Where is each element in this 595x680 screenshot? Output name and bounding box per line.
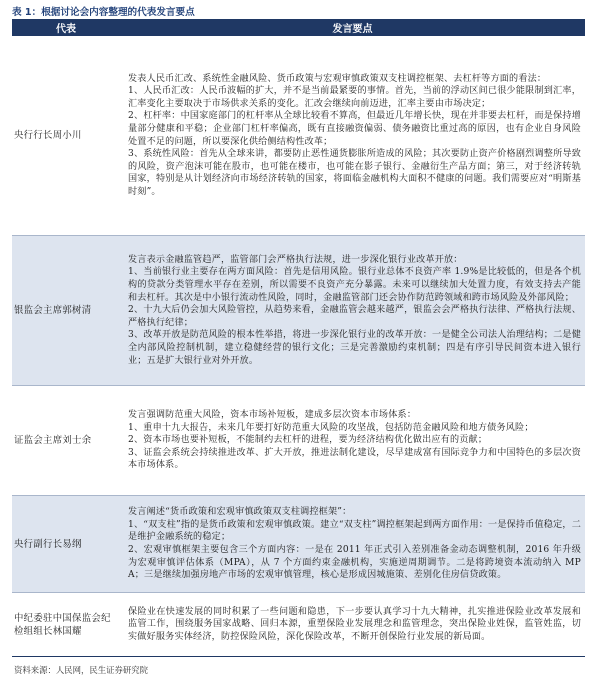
paragraph: 2、资本市场也要补短板，不能制约去杠杆的进程，要为经济结构优化做出应有的贡献； bbox=[128, 435, 488, 446]
source-note: 资料来源：人民网，民生证券研究院 bbox=[14, 665, 148, 675]
points-cell bbox=[120, 593, 585, 657]
paragraph: 1、人民币汇改：人民币波幅的扩大，并不是当前最紧要的事情。首先，当前的浮动区间已很少能限制到汇率，汇率变化主要取决于市场供求关系的变化。汇改会继续向前迈进，汇率主要由市场决定； bbox=[128, 86, 581, 109]
table-row bbox=[12, 386, 585, 496]
paragraph: 1、“双支柱”指的是货币政策和宏观审慎政策。建立“双支柱”调控框架起到两方面作用：一是保持币值稳定，二是维护金融系统的稳定； bbox=[128, 519, 581, 543]
paragraph: 发言阐述“货币政策和宏观审慎政策双支柱调控框架”： bbox=[128, 507, 352, 518]
paragraph: 3、改革开放是防范风险的根本性举措，将进一步深化银行业的改革开放：一是健全公司法人治理结构；二是健全内部风险控制机制，建立稳健经营的银行文化；三是完善激励约束机制；四是有序引导民间资本进入银行业；五是扩大银行业对外开放。 bbox=[128, 330, 581, 366]
paragraph: 3、证监会系统会持续推进改革、扩大开放，推进法制化建设，尽早建成富有国际竞争力和中国特色的多层次资本市场体系。 bbox=[128, 447, 581, 471]
representative-cell: 银监会主席郭树清 bbox=[12, 236, 120, 386]
paragraph: 1、当前银行业主要存在两方面风险：首先是信用风险。银行业总体不良资产率 1.9%是比较低的，但是各个机构的贷款分类管理水平存在差别，所以需要不良资产充分暴露。未来可以继续加大处置力度，有效支持去产能和去杠杆。其次是中小银行流动性风险，同时，金融监管部门还会协作防范跨领域和跨市场风险及外部风险； bbox=[128, 267, 581, 303]
header-representative: 代表 bbox=[12, 19, 120, 36]
paragraph: 发表人民币汇改、系统性金融风险、货币政策与宏观审慎政策双支柱调控框架、去杠杆等方面的看法： bbox=[128, 73, 547, 84]
paragraph: 3、系统性风险：首先从全球来讲，都要防止恶性通货膨胀所造成的风险；其次要防止资产价格剧烈调整所导致的风险，资产泡沫可能在股市，也可能在楼市，也可能在影子银行、金融衍生产品方面；第三，对于经济转轨国家，特别是从计划经济向市场经济转轨的国家，将面临金融机构大面积不健康的问题。我们需要应对“明斯基时刻”。 bbox=[128, 149, 581, 197]
table-row bbox=[12, 236, 585, 386]
header-points: 发言要点 bbox=[120, 19, 585, 36]
speech-points-table bbox=[12, 19, 585, 657]
points-cell bbox=[120, 236, 585, 386]
representative-cell: 中纪委驻中国保监会纪检组组长林国耀 bbox=[12, 593, 120, 657]
table-header-row bbox=[12, 19, 585, 36]
paragraph: 1、重申十九大报告，未来几年要打好防范重大风险的攻坚战，包括防范金融风险和地方债务风险； bbox=[128, 422, 534, 433]
table-row bbox=[12, 36, 585, 236]
representative-cell: 证监会主席刘士余 bbox=[12, 386, 120, 496]
paragraph: 2、宏观审慎框架主要包含三个方面内容：一是在 2011 年正式引入差别准备金动态调整机制，2016 年升级为宏观审慎评估体系（MPA），从 7 个方面约束金融机构，实施逆周期调节。二是将跨境资本流动纳入 MPA；三是继续加强房地产市场的宏观审慎管理，核心是形成因城施策、差别化住房信贷政策。 bbox=[128, 545, 581, 581]
points-cell bbox=[120, 496, 585, 593]
table-row bbox=[12, 593, 585, 657]
points-cell bbox=[120, 36, 585, 236]
paragraph: 2、杠杆率：中国家庭部门的杠杆率从全球比较看不算高，但最近几年增长快，现在并非要去杠杆，而是保持增量部分健康和平稳；企业部门杠杆率偏高，既有直接融资偏弱、债务融资比重过高的原因，也有企业自身风险处置不足的问题，所以要深化供给侧结构性改革； bbox=[128, 111, 581, 147]
paragraph: 2、十九大后仍会加大风险管控，从趋势来看，金融监管会越来越严，银监会会严格执行法律、严格执行法规、严格执行纪律； bbox=[128, 305, 581, 328]
paragraph: 保险业在快速发展的同时积累了一些问题和隐患，下一步要认真学习十九大精神，扎实推进保险业改革发展和监管工作，围绕服务国家战略、回归本源，重塑保险业发展理念和监管理念，突出保险业姓保，监管姓监，切实做好服务实体经济，防控保险风险，深化保险改革，不断开创保险行业发展的新局面。 bbox=[128, 606, 581, 642]
points-cell bbox=[120, 386, 585, 496]
representative-cell: 央行行长周小川 bbox=[12, 36, 120, 236]
table-row bbox=[12, 496, 585, 593]
table-title: 表 1：根据讨论会内容整理的代表发言要点 bbox=[12, 7, 195, 18]
paragraph: 发言强调防范重大风险，资本市场补短板，建成多层次资本市场体系： bbox=[128, 410, 417, 421]
paragraph: 发言表示金融监管趋严，监管部门会严格执行法规，进一步深化银行业改革开放： bbox=[128, 254, 463, 265]
representative-cell: 央行副行长易纲 bbox=[12, 496, 120, 593]
